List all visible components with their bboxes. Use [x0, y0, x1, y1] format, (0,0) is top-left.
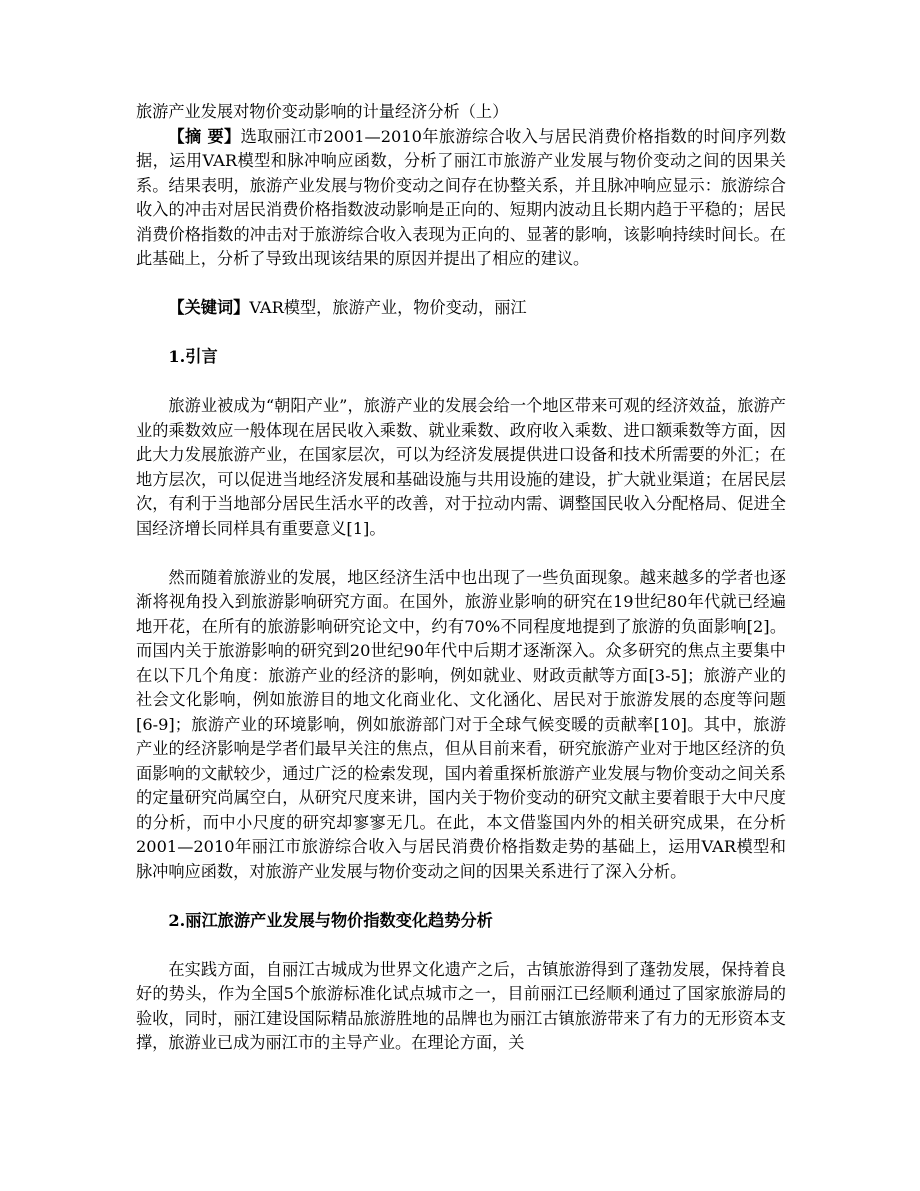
body-paragraph: 然而随着旅游业的发展，地区经济生活中也出现了一些负面现象。越来越多的学者也逐渐将视角投入到旅游影响研究方面。在国外，旅游业影响的研究在19世纪80年代就已经遍地开花，在所有的旅游影响研究论文中，约有70%不同程度地提到了旅游的负面影响[2]。而国内关于旅游影响的研究到20世纪90年代中后期才逐渐深入。众多研究的焦点主要集中在以下几个角度：旅游产业的经济的影响，例如就业、财政贡献等方面[3-5]；旅游产业的社会文化影响，例如旅游目的地文化商业化、文化涵化、居民对于旅游发展的态度等问题[6-9]；旅游产业的环境影响，例如旅游部门对于全球气候变暖的贡献率[10]。其中，旅游产业的经济影响是学者们最早关注的焦点，但从目前来看，研究旅游产业对于地区经济的负面影响的文献较少，通过广泛的检索发现，国内着重探析旅游产业发展与物价变动之间关系的定量研究尚属空白，从研究尺度来讲，国内关于物价变动的研究文献主要着眼于大中尺度的分析，而中小尺度的研究却寥寥无几。在此，本文借鉴国内外的相关研究成果，在分析2001—2010年丽江市旅游综合收入与居民消费价格指数走势的基础上，运用VAR模型和脉冲响应函数，对旅游产业发展与物价变动之间的因果关系进行了深入分析。: [136, 567, 786, 881]
body-paragraph: 在实践方面，自丽江古城成为世界文化遗产之后，古镇旅游得到了蓬勃发展，保持着良好的势头，作为全国5个旅游标准化试点城市之一，目前丽江已经顺利通过了国家旅游局的验收，同时，丽江建设国际精品旅游胜地的品牌也为丽江古镇旅游带来了有力的无形资本支撑，旅游业已成为丽江市的主导产业。在理论方面，关: [136, 959, 786, 1052]
keywords-label: 【关键词】: [168, 298, 250, 317]
document-page: [136, 100, 786, 1056]
keywords-line: [136, 296, 786, 321]
document-title: 旅游产业发展对物价变动影响的计量经济分析（上）: [136, 102, 509, 121]
keywords-text: VAR模型，旅游产业，物价变动，丽江: [249, 298, 527, 317]
section-heading-introduction: 1.引言: [168, 347, 218, 366]
body-paragraph: 旅游业被成为“朝阳产业”，旅游产业的发展会给一个地区带来可观的经济效益，旅游产业的乘数效应一般体现在居民收入乘数、就业乘数、政府收入乘数、进口额乘数等方面，因此大力发展旅游产业，在国家层次，可以为经济发展提供进口设备和技术所需要的外汇；在地方层次，可以促进当地经济发展和基础设施与共用设施的建设，扩大就业渠道；在居民层次，有利于当地部分居民生活水平的改善，对于拉动内需、调整国民收入分配格局、促进全国经济增长同样具有重要意义[1]。: [136, 396, 786, 538]
abstract-text: 选取丽江市2001—2010年旅游综合收入与居民消费价格指数的时间序列数据，运用VAR模型和脉冲响应函数，分析了丽江市旅游产业发展与物价变动之间的因果关系。结果表明，旅游产业发展与物价变动之间存在协整关系，并且脉冲响应显示：旅游综合收入的冲击对居民消费价格指数波动影响是正向的、短期内波动且长期内趋于平稳的；居民消费价格指数的冲击对于旅游综合收入表现为正向的、显著的影响，该影响持续时间长。在此基础上，分析了导致出现该结果的原因并提出了相应的建议。: [136, 126, 787, 268]
abstract-label: 【摘 要】: [168, 126, 241, 146]
abstract-paragraph: [136, 125, 786, 272]
section-heading-trend-analysis: 2.丽江旅游产业发展与物价指数变化趋势分析: [168, 910, 493, 930]
